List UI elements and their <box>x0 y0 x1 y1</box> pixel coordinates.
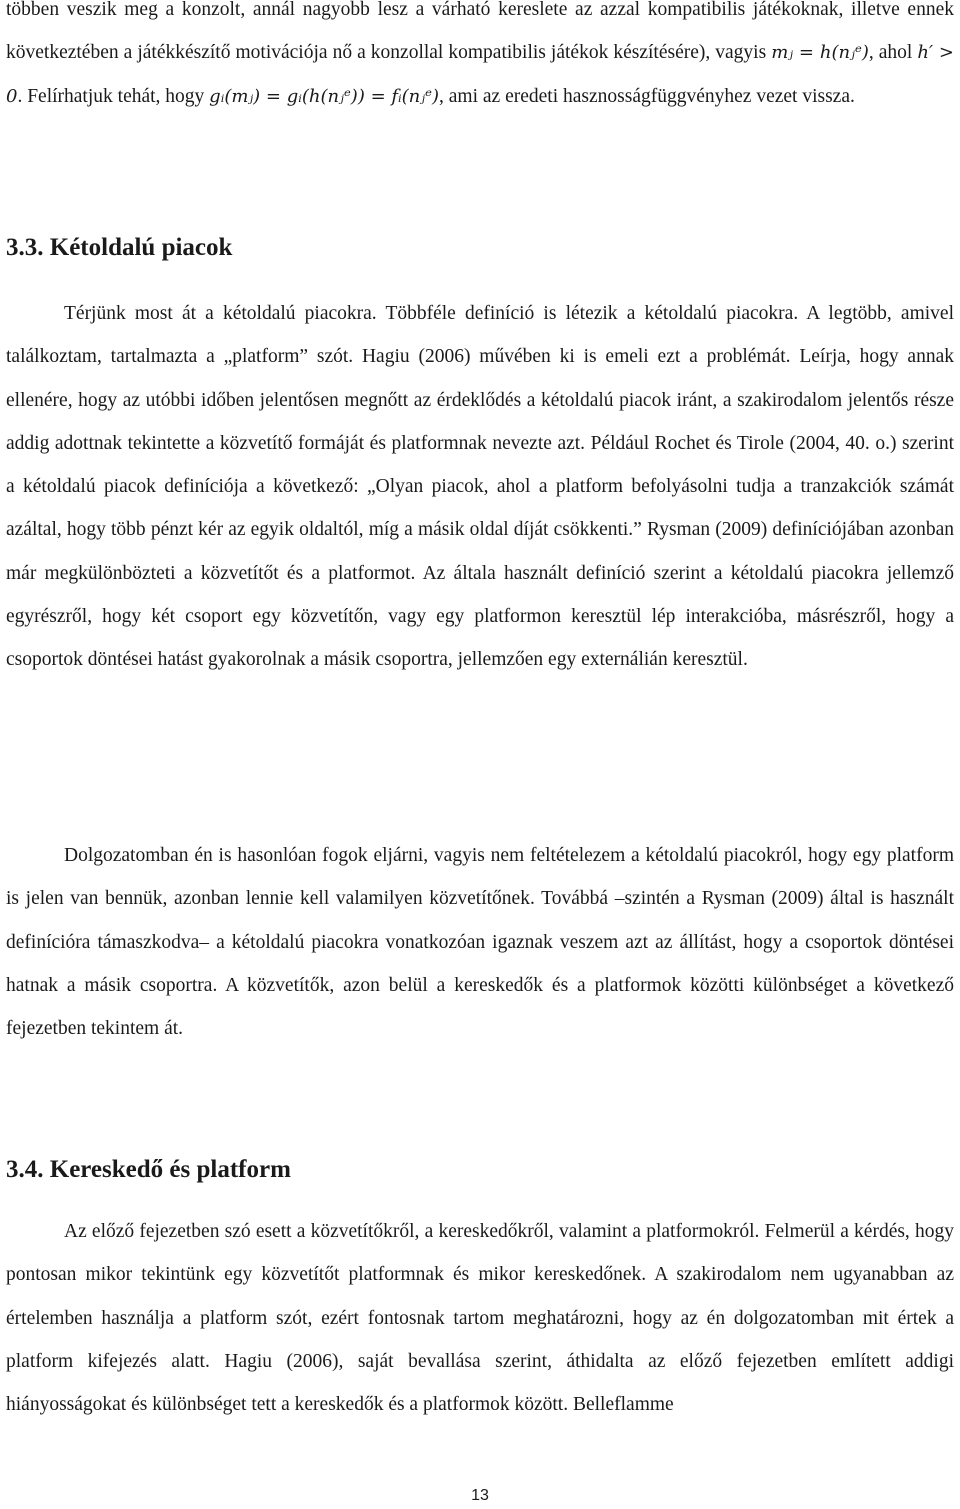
paragraph-merchant-platform: Az előző fejezetben szó esett a közvetítőkről, a kereskedőkről, valamint a platformokról. Felmerül a kérdés, hogy pontosan mikor tekintünk egy közvetítőt platformnak és mikor kereskedőnek. A szakirodalom nem ugyanabban az értelemben használja a platform szót, ezért fontosnak tartom meghatározni, hogy az én dolgozatomban mit értek a platform kifejezés alatt. Hagiu (2006), saját bevallása szerint, áthidalta az előző fejezetben említett addigi hiányosságokat és különbséget tett a kereskedők és a platformok között. Belleflamme <box>6 1221 954 1416</box>
paragraph-text: többen veszik meg a konzolt, annál nagyobb lesz a várható kereslete az azzal kompatibilis játékoknak, illetve ennek következtében a játékkészítő motivációja nő a konzollal kompatibilis játékok készítésére), vagyis <box>6 0 954 64</box>
page-number: 13 <box>471 1487 489 1504</box>
equation-h-prime: h′ > 0 <box>6 42 954 107</box>
paragraph-text: , ahol <box>868 42 918 64</box>
paragraph-two-sided-markets: Térjünk most át a kétoldalú piacokra. Többféle definíció is létezik a kétoldalú piacokra. A legtöbb, amivel találkoztam, tartalmazta a „platform” szót. Hagiu (2006) művében ki is emeli ezt a problémát. Leírja, hogy annak ellenére, hogy az utóbbi időben jelentősen megnőtt az érdeklődés a kétoldalú piacok iránt, a szakirodalom jelentős része addig adottnak tekintette a közvetítő formáját és platformnak nevezte azt. Például Rochet és Tirole (2004, 40. o.) szerint a kétoldalú piacok definíciója a következő: „Olyan piacok, ahol a platform befolyásolni tudja a tranzakciók számát azáltal, hogy több pénzt kér az egyik oldaltól, míg a másik oldal díját csökkenti.” Rysman (2009) definíciójában azonban már megkülönbözteti a közvetítőt és a platformot. Az általa használt definíció szerint a kétoldalú piacokra jellemző egyrészről, hogy két csoport egy közvetítőn, vagy egy platformon keresztül lép interakcióba, másrészről, hogy a csoportok döntései hatást gyakorolnak a másik csoportra, jellemzően egy externálián keresztül. <box>6 303 954 671</box>
section-heading-3-3: 3.3. Kétoldalú piacok <box>6 234 233 261</box>
paragraph-text: , ami az eredeti hasznosságfüggvényhez vezet vissza. <box>439 85 855 107</box>
equation-g-i: gᵢ(mⱼ) = gᵢ(h(nⱼᵉ)) = fᵢ(nⱼᵉ) <box>209 85 440 107</box>
paragraph-own-approach: Dolgozatomban én is hasonlóan fogok eljárni, vagyis nem feltételezem a kétoldalú piacokról, hogy egy platform is jelen van bennük, azonban lennie kell valamilyen közvetítőnek. Továbbá –szintén a Rysman (2009) által is használt definícióra támaszkodva– a kétoldalú piacokra vonatkozóan igaznak veszem azt az állítást, hogy a csoportok döntései hatnak a másik csoportra. A közvetítők, azon belül a kereskedők és a platformok közötti különbséget a következő fejezetben tekintem át. <box>6 845 954 1040</box>
paragraph-text: . Felírhatjuk tehát, hogy <box>17 85 210 107</box>
paragraph-utility-function <box>6 0 954 118</box>
section-heading-3-4: 3.4. Kereskedő és platform <box>6 1156 291 1183</box>
equation-m-j: mⱼ = h(nⱼᵉ) <box>771 42 869 64</box>
